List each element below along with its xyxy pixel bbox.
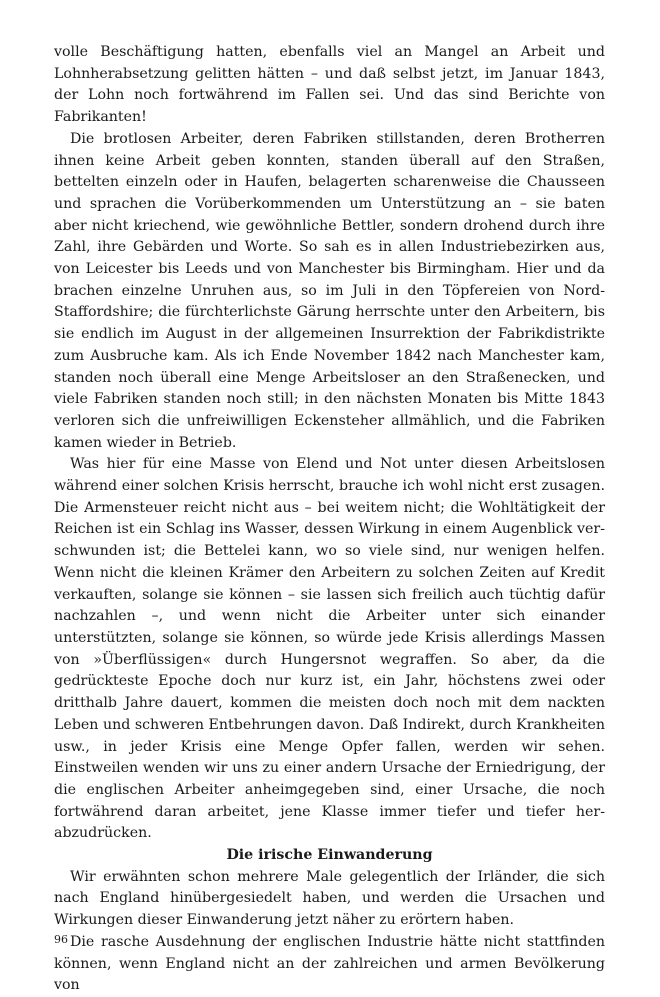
- paragraph-2: Die brotlosen Arbeiter, deren Fabriken stillstanden, deren Brotherren ihnen keine Arbeit geben konnten, standen überall auf den Straßen, bettelten einzeln oder in Haufen, belagerten scharenweise die Chausseen und sprachen die Vorüberkommenden um Unterstützung an – sie baten aber nicht kriechend, wie gewöhnliche Bettler, sondern drohend durch ihre Zahl, ihre Gebärden und Worte. So sah es in allen Industriebezirken aus, von Leicester bis Leeds und von Manchester bis Birmingham. Hier und da brachen einzelne Unruhen aus, so im Juli in den Töpfereien von Nord-Staffordshire; die fürchterlichste Gärung herrschte unter den Arbeitern, bis sie endlich im August in der allgemeinen Insurrektion der Fabrikdistrikte zum Ausbruche kam. Als ich Ende November 1842 nach Manchester kam, standen noch überall eine Menge Arbeitsloser an den Straßenecken, und viele Fabriken standen noch still; in den nächsten Monaten bis Mitte 1843 verloren sich die unfreiwilligen Eckensteher allmählich, und die Fabriken kamen wieder in Betrieb.: [54, 130, 605, 451]
- paragraph-3: Was hier für eine Masse von Elend und Not unter diesen Arbeitslosen während einer solchen Krisis herrscht, brauche ich wohl nicht erst zusagen. Die Armensteuer reicht nicht aus – bei weitem nicht; die Wohltätigkeit der Reichen ist ein Schlag ins Wasser, dessen Wirkung in einem Augenblick verschwunden ist; die Bettelei kann, wo so viele sind, nur wenigen helfen. Wenn nicht die kleinen Krämer den Arbeitern zu solchen Zeiten auf Kredit verkauften, solange sie können – sie lassen sich freilich auch tüchtig dafür nachzahlen –, und wenn nicht die Arbeiter unter sich einander unterstützten, solange sie können, so würde jede Krisis allerdings Massen von »Überflüssigen« durch Hungersnot wegraffen. So aber, da die gedrückteste Epoche doch nur kurz ist, ein Jahr, höchstens zwei oder dritthalb Jahre dauert, kommen die meisten doch noch mit dem nackten Leben und schweren Entbehrungen davon. Daß Indirekt, durch Krankheiten usw., in jeder Krisis eine Menge Opfer fallen, werden wir sehen. Einstweilen wenden wir uns zu einer andern Ursache der Erniedrigung, der die englischen Arbeiter anheimgegeben sind, einer Ursache, die noch fortwährend daran arbeitet, jene Klasse immer tiefer und tiefer herabzudrücken.: [54, 456, 605, 842]
- section-heading: Die irische Einwanderung: [226, 847, 433, 864]
- page-body: [54, 42, 605, 997]
- paragraph-4: Wir erwähnten schon mehrere Male gelegentlich der Irländer, die sich nach England hinübergesiedelt haben, und werden die Ursachen und Wirkungen dieser Einwanderung jetzt näher zu erörtern haben.: [54, 868, 605, 929]
- paragraph-5: Die rasche Ausdehnung der englischen Industrie hätte nicht stattfinden können, wenn England nicht an der zahlreichen und armen Bevölkerung von: [54, 933, 605, 994]
- paragraph-1: volle Beschäftigung hatten, ebenfalls viel an Mangel an Arbeit und Lohnherabsetzung gelitten hätten – und daß selbst jetzt, im Januar 1843, der Lohn noch fortwährend im Fallen sei. Und das sind Berichte von Fabrikanten!: [54, 44, 605, 126]
- page-number: 96: [54, 933, 68, 946]
